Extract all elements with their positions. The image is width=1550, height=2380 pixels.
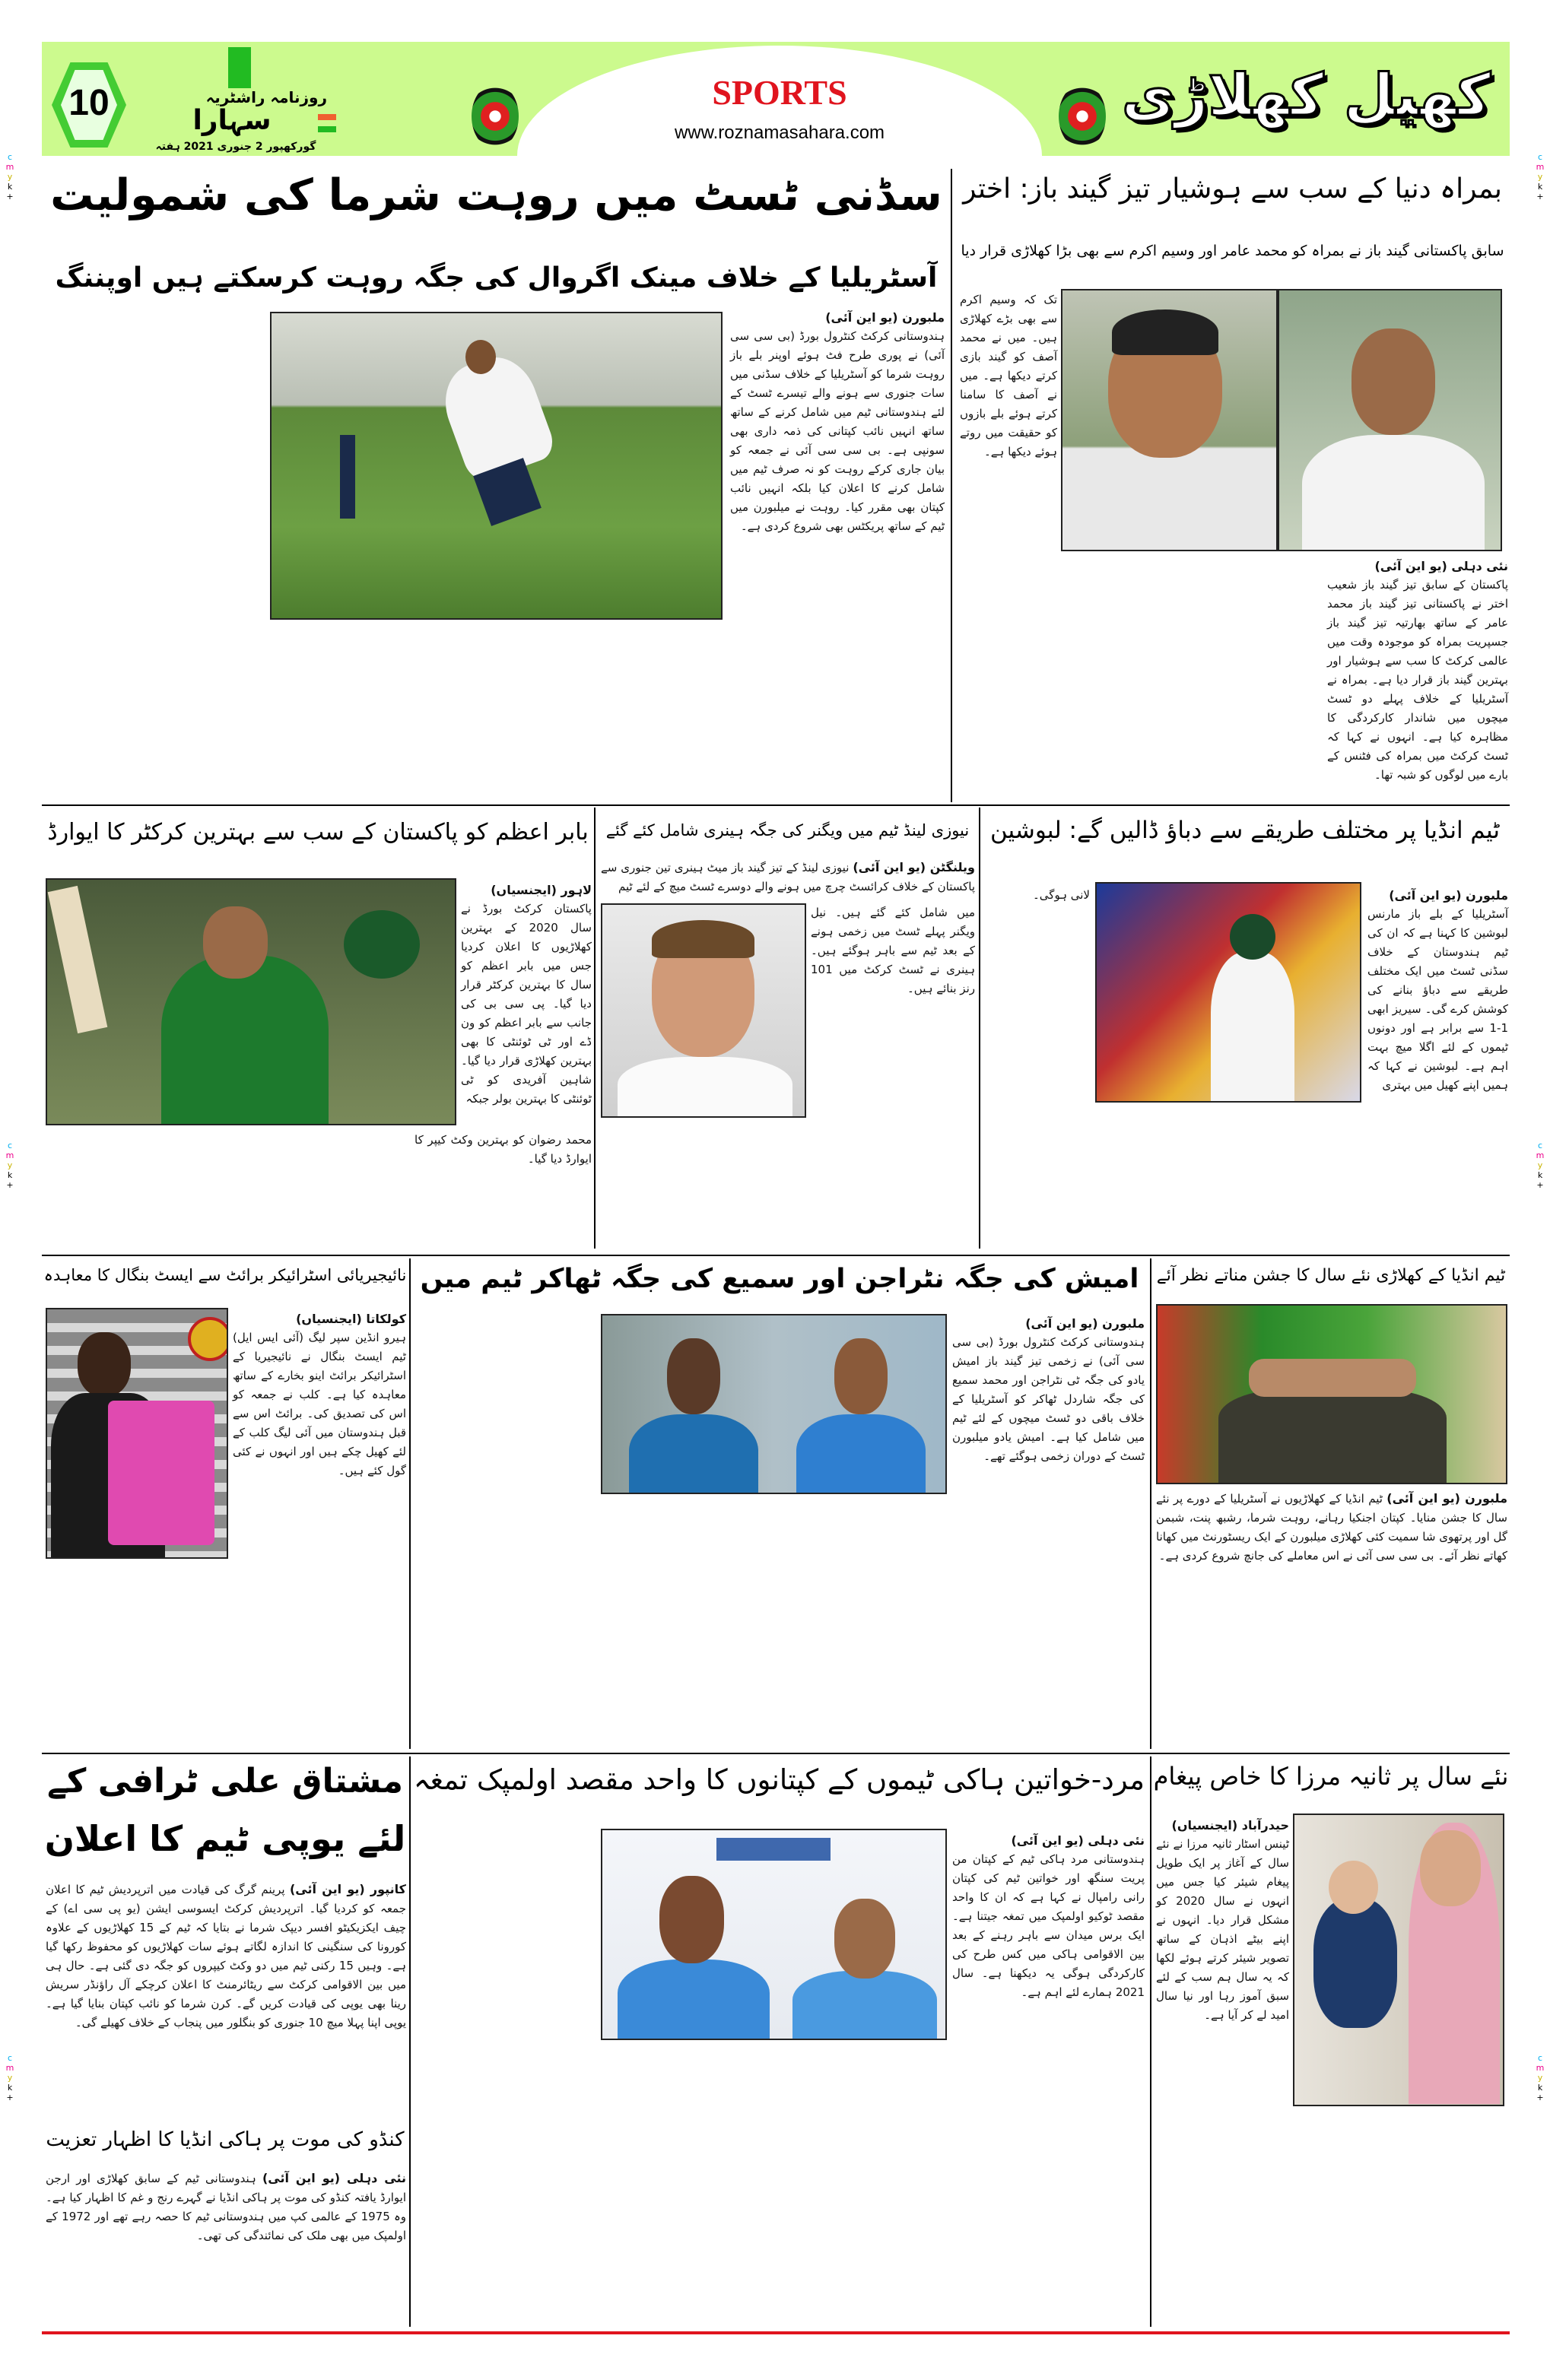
babar-headline: بابر اعظم کو پاکستان کے سب سے بہترین کرکٹر کا ایوارڈ bbox=[47, 819, 589, 846]
rohit-body-column bbox=[422, 625, 567, 798]
eastbengal-body bbox=[46, 1563, 406, 1746]
natarajan-thakur-photo bbox=[601, 1314, 947, 1494]
registration-mark: c m y k + bbox=[5, 1141, 14, 1190]
kundu-condolence-body: نئی دہلی (یو این آئی) ہندوستانی ٹیم کے سابق کھلاڑی اور ارجن ایوارڈ یافتہ کنڈو کی موت پر ہاکی انڈیا نے گہرے رنج و غم کا اظہار کیا ہے۔ وہ 1975 کے عالمی کپ میں ہندوستانی ٹیم کا حصہ رہے تھے اور 1972 کے اولمپک میں بھی ملک کی نمائندگی کی تھی۔ bbox=[46, 2171, 406, 2242]
celebration-headline: ٹیم انڈیا کے کھلاڑی نئے سال کا جشن مناتے نظر آئے bbox=[1156, 1266, 1506, 1285]
sania-mirza-photo bbox=[1293, 1814, 1504, 2106]
column-divider bbox=[951, 169, 952, 802]
section-title-urdu: کھیل کھلاڑی bbox=[1121, 61, 1491, 129]
labuschagne-body-column bbox=[1158, 1114, 1329, 1243]
eastbengal-headline: نائیجیریائی اسٹرائیکر برائٹ سے ایسٹ بنگال کا معاہدہ bbox=[43, 1266, 407, 1284]
babar-body-column bbox=[230, 1131, 408, 1245]
bright-enobakhare-photo bbox=[46, 1308, 228, 1559]
issue-date: گورکھپور 2 جنوری 2021 ہفتہ bbox=[155, 141, 316, 153]
rohit-body-column bbox=[574, 625, 723, 798]
starburst-icon bbox=[472, 84, 519, 149]
hockey-captains-photo bbox=[601, 1829, 947, 2040]
rohit-body-column bbox=[270, 625, 414, 798]
labuschagne-body-column: ملبورن (یو این آئی) آسٹریلیا کے بلے باز مارنس لبوشین کا کہنا ہے کہ ان کی ٹیم ہندوستان کے خلاف سڈنی ٹسٹ میں ایک مختلف طریقے سے دباؤ بنانے کی کوشش کرے گی۔ سیریز ابھی 1-1 سے برابر ہے اور دونوں ٹیموں کے لئے اگلا میچ بہت اہم ہے۔ لبوشین نے کہا کہ ہمیں اپنے کھیل میں بہتری bbox=[1367, 888, 1508, 1092]
mushtaq-body: کانپور (یو این آئی) پرینم گرگ کی قیادت میں اترپردیش ٹیم کا اعلان جمعہ کو کردیا گیا۔ اترپردیش کرکٹ ایسوسی ایشن (یو پی سی اے) کے چیف ایکزیکیٹو افسر دیپک شرما نے بتایا کہ ٹیم کے 15 کھلاڑیوں کے علاوہ کورونا کی سنگینی کا اندازہ لگاتے ہوئے سات کھلاڑیوں کو محفوظ رکھا گیا ہے۔ وہیں 15 رکنی ٹیم میں دو وکٹ کیپروں کو جگہ دی گئی ہے۔ حال ہی میں بین الاقوامی کرکٹ سے ریٹائرمنٹ کا اعلان کرچکے آل راؤنڈر سریش رینا بھی یوپی کی قیادت کریں گے۔ کرن شرما کو نائب کپتان بنایا گیا ہے۔ یوپی اپنا پہلا میچ 10 جنوری کو بنگلور میں پنجاب کے خلاف کھیلے گی۔ bbox=[46, 1882, 406, 2029]
sponsor-banner bbox=[716, 1838, 831, 1861]
labuschagne-body-column bbox=[983, 1114, 1152, 1243]
babar-body-column bbox=[46, 1131, 223, 1245]
labuschagne-photo bbox=[1095, 882, 1361, 1103]
newzealand-intro: ویلنگٹن (یو این آئی) نیوزی لینڈ کے تیز گیند باز میٹ ہینری تین جنوری سے پاکستان کے خلاف کرائسٹ چرچ میں ہونے والے دوسرے ٹسٹ میچ کے لئے ٹیم bbox=[601, 860, 975, 893]
jasprit-bumrah-photo bbox=[1278, 289, 1502, 551]
registration-mark: c m y k + bbox=[1536, 1141, 1545, 1190]
hockey-body-column bbox=[414, 1831, 596, 2040]
rohit-subhead: آسٹریلیا کے خلاف مینک اگروال کی جگہ روہت کرسکتے ہیں اوپننگ bbox=[55, 262, 938, 294]
hockey-body-column bbox=[783, 2045, 960, 2323]
rohit-body-column bbox=[46, 308, 265, 798]
column-divider bbox=[594, 808, 596, 1249]
hockey-body-column bbox=[966, 2045, 1145, 2323]
sania-headline: نئے سال پر ثانیہ مرزا کا خاص پیغام bbox=[1153, 1762, 1509, 1791]
bumrah-body-column bbox=[1141, 557, 1322, 798]
newzealand-body-column bbox=[601, 1122, 785, 1243]
bumrah-body-column bbox=[958, 557, 1135, 798]
hockey-headline: مرد-خواتین ہاکی ٹیموں کے کپتانوں کا واحد مقصد اولمپک تمغہ bbox=[413, 1763, 1145, 1796]
kundu-condolence-headline: کنڈو کی موت پر ہاکی انڈیا کا اظہار تعزیت bbox=[46, 2128, 405, 2151]
labuschagne-headline: ٹیم انڈیا پر مختلف طریقے سے دباؤ ڈالیں گے: لبوشین bbox=[989, 817, 1501, 844]
column-divider bbox=[1150, 1756, 1151, 2327]
website-url[interactable]: www.roznamasahara.com bbox=[674, 122, 885, 143]
section-title-english: SPORTS bbox=[712, 73, 847, 112]
page-bottom-rule bbox=[42, 2331, 1510, 2334]
celebration-body: ملبورن (یو این آئی) ٹیم انڈیا کے کھلاڑیوں نے آسٹریلیا کے دورے پر نئے سال کا جشن منایا۔ کپتان اجنکیا رہانے، روہت شرما، رشبھ پنت، شبمن گل اور پرتھوی شا سمیت کئی کھلاڑی میلبورن کے ایک ریسٹورنٹ میں کھانا کھاتے نظر آئے۔ بی سی سی آئی نے اس معاملے کی جانچ شروع کردی ہے۔ bbox=[1156, 1491, 1507, 1563]
umesh-body-column bbox=[966, 1499, 1145, 1745]
column-divider bbox=[1150, 1258, 1151, 1749]
hockey-body-column bbox=[599, 2045, 776, 2323]
column-divider bbox=[409, 1756, 411, 2327]
column-divider bbox=[979, 808, 980, 1249]
umesh-body-column bbox=[414, 1499, 593, 1745]
starburst-icon bbox=[1059, 84, 1106, 149]
sania-body bbox=[1156, 2112, 1507, 2323]
team-india-celebration-photo bbox=[1156, 1304, 1507, 1484]
logo-number-one-mark bbox=[228, 47, 251, 88]
mushtaq-headline-line2: لئے یوپی ٹیم کا اعلان bbox=[44, 1818, 406, 1859]
eastbengal-body-column: کولکاتا (ایجنسیاں) ہیرو انڈین سپر لیگ (آئی ایس ایل) ٹیم ایسٹ بنگال نے نائیجیریا کے اسٹرائیکر برائٹ اینو بخارے کے ساتھ معاہدہ کیا ہے۔ کلب نے جمعہ کو اس کی تصدیق کی۔ برائٹ اس سے قبل ہندوستان میں آئی لیگ کلب کے لئے کھیل چکے ہیں اور انہوں نے کئی گول کئے ہیں۔ bbox=[233, 1312, 406, 1477]
matt-henry-photo bbox=[601, 903, 806, 1118]
bumrah-body-column: نئی دہلی (یو این آئی) پاکستان کے سابق تیز گیند باز شعیب اختر نے پاکستانی تیز گیند باز محمد عامر کے ساتھ بھارتیہ تیز گیند باز جسپریت بمراہ کو موجودہ وقت میں عالمی کرکٹ کا سب سے ہوشیار اور بہترین گیند باز قرار دیا ہے۔ بمراہ نے آسٹریلیا کے خلاف پہلے دو ٹسٹ میچوں میں شاندار کارکردگی کا مظاہرہ کیا ہے۔ انہوں نے کہا کہ ٹسٹ کرکٹ میں بمراہ کی فٹنس کے بارے میں لوگوں کو شبہ تھا۔ bbox=[1327, 559, 1508, 782]
bumrah-headline: بمراہ دنیا کے سب سے ہوشیار تیز گیند باز: اختر bbox=[963, 173, 1502, 205]
column-divider bbox=[409, 1258, 411, 1749]
registration-mark: c m y k + bbox=[5, 152, 14, 202]
section-divider bbox=[42, 1753, 1510, 1754]
newzealand-body-column bbox=[791, 1122, 975, 1243]
umesh-headline: امیش کی جگہ نٹراجن اور سمیع کی جگہ ٹھاکر ٹیم میں bbox=[420, 1264, 1139, 1294]
hockey-body-column bbox=[414, 2045, 593, 2323]
newzealand-headline: نیوزی لینڈ ٹیم میں ویگنر کی جگہ ہینری شامل کئے گئے bbox=[605, 821, 970, 839]
sania-body-column: حیدرآباد (ایجنسیاں) ٹینس اسٹار ثانیہ مرزا نے نئے سال کے آغاز پر ایک طویل پیغام شیئر کیا جس میں انہوں نے سال 2020 کو مشکل قرار دیا۔ انہوں نے اپنے بیٹے اذہان کے ساتھ تصویر شیئر کرتے ہوئے لکھا کہ یہ سال ہم سب کے لئے سبق آموز رہا اور نیا سال امید لے کر آیا ہے۔ bbox=[1156, 1818, 1289, 2022]
registration-mark: c m y k + bbox=[5, 2053, 14, 2102]
registration-mark: c m y k + bbox=[1536, 2053, 1545, 2102]
umesh-body-column: ملبورن (یو این آئی) ہندوستانی کرکٹ کنٹرول بورڈ (بی سی سی آئی) نے زخمی تیز گیند باز امیش یادو کی جگہ ٹی نٹراجن اور محمد سمیع کی جگہ شاردل ٹھاکر کو آسٹریلیا کے خلاف باقی دو ٹسٹ میچوں کے لئے ٹیم میں شامل کیا ہے۔ امیش یادو میلبورن ٹسٹ کے دوران زخمی ہوگئے تھے۔ bbox=[952, 1316, 1145, 1463]
bumrah-subhead: سابق پاکستانی گیند باز نے بمراہ کو محمد عامر اور وسیم اکرم سے بھی بڑا کھلاڑی قرار دیا bbox=[961, 243, 1504, 259]
shoaib-akhtar-photo bbox=[1061, 289, 1278, 551]
hockey-body-column: نئی دہلی (یو این آئی) ہندوستانی مرد ہاکی ٹیم کے کپتان من پریت سنگھ اور خواتین ٹیم کی کپتان رانی رامپال نے کہا ہے کہ ان کا واحد مقصد ٹوکیو اولمپک میں تمغہ جیتنا ہے۔ ایک برس میدان سے باہر رہنے کے بعد بین الاقوامی ہاکی میں کس طرح کی کارکردگی ہوگی یہ دیکھنا ہے۔ سال 2021 ہمارے لئے اہم ہے۔ bbox=[952, 1833, 1145, 1999]
rohit-body-column: ملبورن (یو این آئی) ہندوستانی کرکٹ کنٹرول بورڈ (بی سی سی آئی) نے پوری طرح فٹ ہوئے اوپنر بلے باز روہت شرما کو آسٹریلیا کے خلاف سڈنی میں سات جنوری سے ہونے والے تیسرے ٹسٹ کے لئے ہندوستانی ٹیم میں شامل کرنے کے ساتھ ساتھ انہیں نائب کپتانی کی ذمہ داری بھی سونپی ہے۔ بی سی سی آئی نے جمعہ کو بیان جاری کرکے روہت کو نہ صرف ٹیم میں شامل کرنے کا اعلان کیا بلکہ انہیں نائب کپتان بھی مقرر کیا۔ روہت نے میلبورن میں ٹیم کے ساتھ پریکٹس بھی شروع کردی ہے۔ bbox=[730, 310, 945, 533]
umesh-body-column bbox=[414, 1314, 596, 1494]
logo-name: سہارا bbox=[192, 105, 272, 136]
registration-mark: c m y k + bbox=[1536, 152, 1545, 202]
babar-azam-photo bbox=[46, 878, 456, 1125]
umesh-body-column bbox=[783, 1499, 960, 1745]
section-divider bbox=[42, 804, 1510, 806]
labuschagne-body-column: لانی ہوگی۔ bbox=[1033, 888, 1090, 902]
bumrah-side-column: تک کہ وسیم اکرم سے بھی بڑے کھلاڑی ہیں۔ میں نے محمد آصف کو گیند بازی کرتے دیکھا ہے۔ میں نے آصف کا سامنا کرتے ہوئے بلے بازوں کو حقیقت میں روتے ہوئے دیکھا ہے۔ bbox=[960, 293, 1057, 459]
labuschagne-body-column bbox=[1335, 1114, 1508, 1243]
mushtaq-headline-line1: مشتاق علی ٹرافی کے bbox=[47, 1762, 403, 1801]
babar-body-column: محمد رضوان کو بہترین وکٹ کیپر کا ایوارڈ دیا گیا۔ bbox=[414, 1133, 592, 1166]
babar-body-column: لاہور (ایجنسیاں) پاکستان کرکٹ بورڈ نے سال 2020 کے بہترین کھلاڑیوں کا اعلان کردیا جس میں بابر اعظم کو سال کا بہترین کرکٹر قرار دیا گیا۔ پی سی بی کی جانب سے بابر اعظم کو ون ڈے اور ٹی ٹوئنٹی کا بھی بہترین کھلاڑی قرار دیا گیا۔ شاہین آفریدی کو ٹی ٹوئنٹی کا بہترین بولر جبکہ bbox=[461, 883, 592, 1106]
newzealand-body-column: میں شامل کئے گئے ہیں۔ نیل ویگنر پہلے ٹسٹ میں زخمی ہونے کے بعد ٹیم سے باہر ہوگئے ہیں۔ ہینری نے ٹسٹ کرکٹ میں 101 رنز بنائے ہیں۔ bbox=[811, 906, 975, 995]
logo-tagline: روزنامہ راشٹریہ bbox=[205, 88, 327, 106]
rohit-headline: سڈنی ٹسٹ میں روہت شرما کی شمولیت bbox=[50, 170, 942, 221]
umesh-body-column bbox=[599, 1499, 776, 1745]
rohit-practice-photo bbox=[270, 312, 723, 620]
page-number: 10 bbox=[68, 83, 110, 123]
section-divider bbox=[42, 1255, 1510, 1256]
